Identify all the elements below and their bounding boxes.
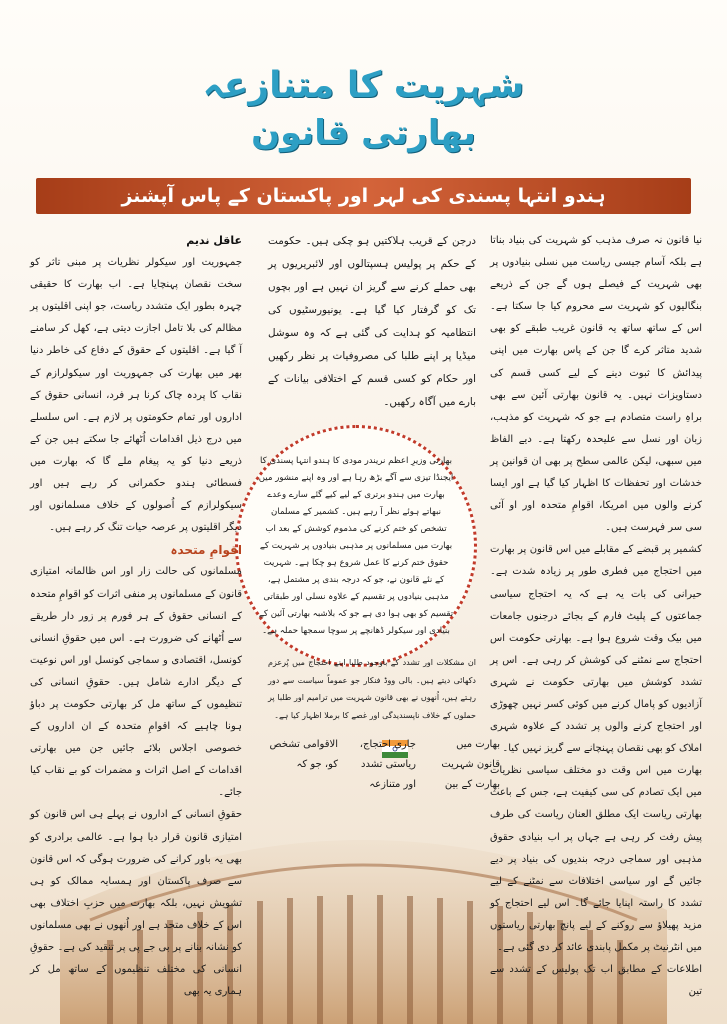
pull-quote-circle bbox=[235, 425, 477, 667]
author-name: عاقل ندیم bbox=[186, 234, 242, 247]
right-paragraph-4: اطلاعات کے مطابق اب تک پولیس کے تشدد سے تین bbox=[490, 964, 702, 998]
center-paragraph-top: درجن کے قریب ہلاکتیں ہو چکی ہیں۔ حکومت کے حکم پر پولیس ہسپتالوں اور لائبریریوں پر بھی حملے کرنے سے گریز ان نہیں ہے اور بچوں تک کو گرفتار کیا گیا ہے۔ یونیورسٹیوں کی انتظامیہ کو ہدایت کی گئی ہے کہ وہ سوشل میڈیا پر اپنے طلبا کی مصروفیات پر نظر رکھیں اور حکام کو کسی قسم کے اختلافی بیانات کے بارے میں آگاہ رکھیں۔ bbox=[268, 235, 476, 408]
small-column-1: بھارت میں قانون شہریت بھارت کے بین bbox=[441, 739, 500, 790]
section-heading-un: اقوامِ متحدہ bbox=[170, 543, 242, 558]
left-column bbox=[30, 230, 242, 1003]
subtitle-text: ہندو انتہا پسندی کی لہر اور پاکستان کے پاس آپشنز bbox=[121, 185, 606, 207]
right-paragraph-3: بھارت میں اس وقت دو مختلف سیاسی نظریات میں ایک تصادم کی سی کیفیت ہے، جس کے باعث بھارتی ریاست ایک مطلق العنان ریاست کی طرف پیش رفت کر رہی ہے جہاں پر اب بنیادی حقوق مذہبی اور سماجی درجہ بندیوں کی بنیاد پر دیے جائیں گے اور سیاسی اختلافات سے نمٹنے کے لیے تشدد کا راستہ اپنایا جائے گا۔ اس لیے احتجاج کو مزید پھیلاؤ سے روکنے کے لیے پانچ بھارتی ریاستوں میں انٹرنیٹ پر مکمل پابندی عائد کر دی گئی ہے۔ bbox=[490, 765, 702, 953]
right-column bbox=[490, 230, 702, 1003]
right-paragraph-2: کشمیر پر قبضے کے مقابلے میں اس قانون پر بھارت میں احتجاج میں فطری طور پر زیادہ شدت ہے۔ حیرانی کی بات یہ ہے کہ یہ احتجاج سیاسی جماعتوں کے پلیٹ فارم کے بجائے درجنوں جامعات میں بیک وقت شروع ہوا ہے۔ بھارتی حکومت اس احتجاج سے نمٹنے کی کوشش کر رہی ہے۔ اس پر تشدد کوشش میں بھارتی حکومت نے شہری آزادیوں کو پامال کرنے میں کوئی کسر نہیں چھوڑی اور احتجاج کرنے والوں پر تشدد کے علاوہ شہری املاک کو بھی نقصان پہنچانے سے گریز نہیں کیا۔ bbox=[490, 544, 702, 755]
subtitle-banner bbox=[36, 178, 691, 214]
small-column-3: الاقوامی تشخص کو، جو کہ bbox=[269, 739, 338, 770]
left-paragraph-intro: جمہوریت اور سیکولر نظریات پر مبنی تاثر کو سخت نقصان پہنچایا ہے۔ اب بھارت کا حقیقی چہرہ بطور ایک متشدد ریاست، جو اپنی اقلیتوں پر مظالم کی بلا تامل اجازت دیتی ہے، کھل کر سامنے آ گیا ہے۔ اقلیتوں کے حقوق کے دفاع کی خاطر دنیا بھر میں بھارت کی جمہوریت اور سیکولرازم کے نقاب کا پردہ چاک کرنا ہر فرد، انسانی حقوق کے اداروں اور تمام حکومتوں پر لازم ہے۔ اس سلسلے میں درج ذیل اقدامات اُٹھائے جا سکتے ہیں جن کے ذریعے دنیا کو یہ پیغام ملے گا کہ بھارت میں فسطائی ہندو حکمرانی کر رہے ہیں اور سیکولرازم کے اُصولوں کے خلاف مسلمانوں اور دیگر اقلیتوں پر عرصہ حیات تنگ کر رہے ہیں۔ bbox=[30, 257, 242, 534]
headline-line-1: شہریت کا متنازعہ bbox=[202, 65, 525, 106]
center-paragraph-bottom: ان مشکلات اور تشدد کے باوجود طلبا اپنے احتجاج میں پُرعزم دکھائی دیتے ہیں۔ بالی ووڈ فنکار جو عموماً سیاست سے دور رہتے ہیں، اُنھوں نے بھی قانون شہریت میں ترامیم اور طلبا پر حملوں کے خلاف ناپسندیدگی اور غصے کا برملا اظہار کیا ہے۔ bbox=[268, 658, 476, 720]
headline-line-2: بھارتی قانون bbox=[251, 113, 476, 153]
title-block bbox=[0, 62, 727, 156]
right-paragraph-1: نیا قانون نہ صرف مذہب کو شہریت کی بنیاد بناتا ہے بلکہ آسام جیسی ریاست میں نسلی بنیادوں پر بھی شہریت کے فیصلے ہوں گے جن کے ذریعے بنگالیوں کو شہریت سے محروم کیا جا سکتا ہے۔ اس کے ساتھ ساتھ یہ قانون غریب طبقے کو بھی شدید متاثر کرے گا جن کے پاس بھارت میں اپنی پیدائش کا ثبوت دینے کے لیے کسی قسم کی دستاویزات نہیں۔ یہ قانون بھارتی آئین سے بھی براہِ راست متصادم ہے جو کہ شہریت کو مذہب، زبان اور نسل سے علیحدہ رکھتا ہے۔ دیے الفاظ میں سبھی، لیکن عالمی سطح پر بھی ان قوانین پر خدشات اور تحفظات کا اظہار کیا گیا ہے اور ایسا کرنے والوں میں امریکا، اقوامِ متحدہ اور او آئی سی سر فہرست ہیں۔ bbox=[490, 235, 702, 534]
small-column-2: جاری احتجاج، ریاستی تشدد اور متنازعہ bbox=[359, 739, 416, 790]
center-column-top bbox=[268, 230, 476, 414]
pull-quote-text: بھارتی وزیرِ اعظم نریندر مودی کا ہندو انتہا پسندی کا ایجنڈا تیزی سے آگے بڑھ رہا ہے اور وہ اپنے منشور میں بھارت میں ہندو برتری کے لیے کیے گئے سارے وعدے نبھاتے ہوئے نظر آ رہے ہیں۔ کشمیر کے مسلمان تشخص کو ختم کرنے کی مذموم کوشش کے بعد اب بھارت میں مسلمانوں پر مذہبی بنیادوں پر شہریت کے حقوق ختم کرنے کا عمل شروع ہو چکا ہے۔ شہریت کے نئے قانون نے، جو کہ درجہ بندی پر مشتمل ہے، مذہبی بنیادوں پر تقسیم کے علاوہ نسلی اور طبقاتی تقسیم کو بھی ہوا دی ہے جو کہ بلاشبہ بھارتی آئین کے بنیادی اور سیکولر ڈھانچے پر سوچا سمجھا حملہ ہے۔ bbox=[258, 455, 454, 636]
left-paragraph-2: حقوقِ انسانی کے اداروں نے پہلے ہی اس قانون کو امتیازی قانون قرار دیا ہوا ہے۔ عالمی برادری کو بھی یہ باور کرانے کی ضرورت ہوگی کہ اس قانون سے صرف پاکستان اور ہمسایہ ممالک کو ہی تشویش نہیں، بلکہ بھارت میں حزبِ اختلاف بھی اس کے خلاف متحد ہے اور اُنھوں نے بھی مسلمانوں کو نشانہ بنانے پر بی جے پی پر تنقید کی ہے۔ حقوقِ انسانی کی مختلف تنظیموں کے ساتھ مل کر ہماری یہ بھی bbox=[30, 809, 242, 998]
left-paragraph-1: مسلمانوں کی حالت زار اور اس ظالمانہ امتیازی قانون کے مسلمانوں پر منفی اثرات کو اقوامِ متحدہ کے انسانی حقوق کے ہر فورم پر زور دار طریقے سے اُٹھانے کی ضرورت ہے۔ اس میں حقوقِ انسانی کونسل، اقتصادی و سماجی کونسل اور اس نوعیت کے دیگر ادارے شامل ہیں۔ حقوقِ انسانی کی تنظیموں کے ساتھ مل کر بھارتی حکومت پر دباؤ ہونا چاہیے کہ اقوامِ متحدہ کے ان اداروں کے خصوصی اجلاس بلائے جائیں جن میں بھارتی اقدامات کے اصل اثرات و مضمرات کو بے نقاب کیا جائے۔ bbox=[30, 566, 242, 799]
center-column-bottom bbox=[268, 654, 476, 724]
